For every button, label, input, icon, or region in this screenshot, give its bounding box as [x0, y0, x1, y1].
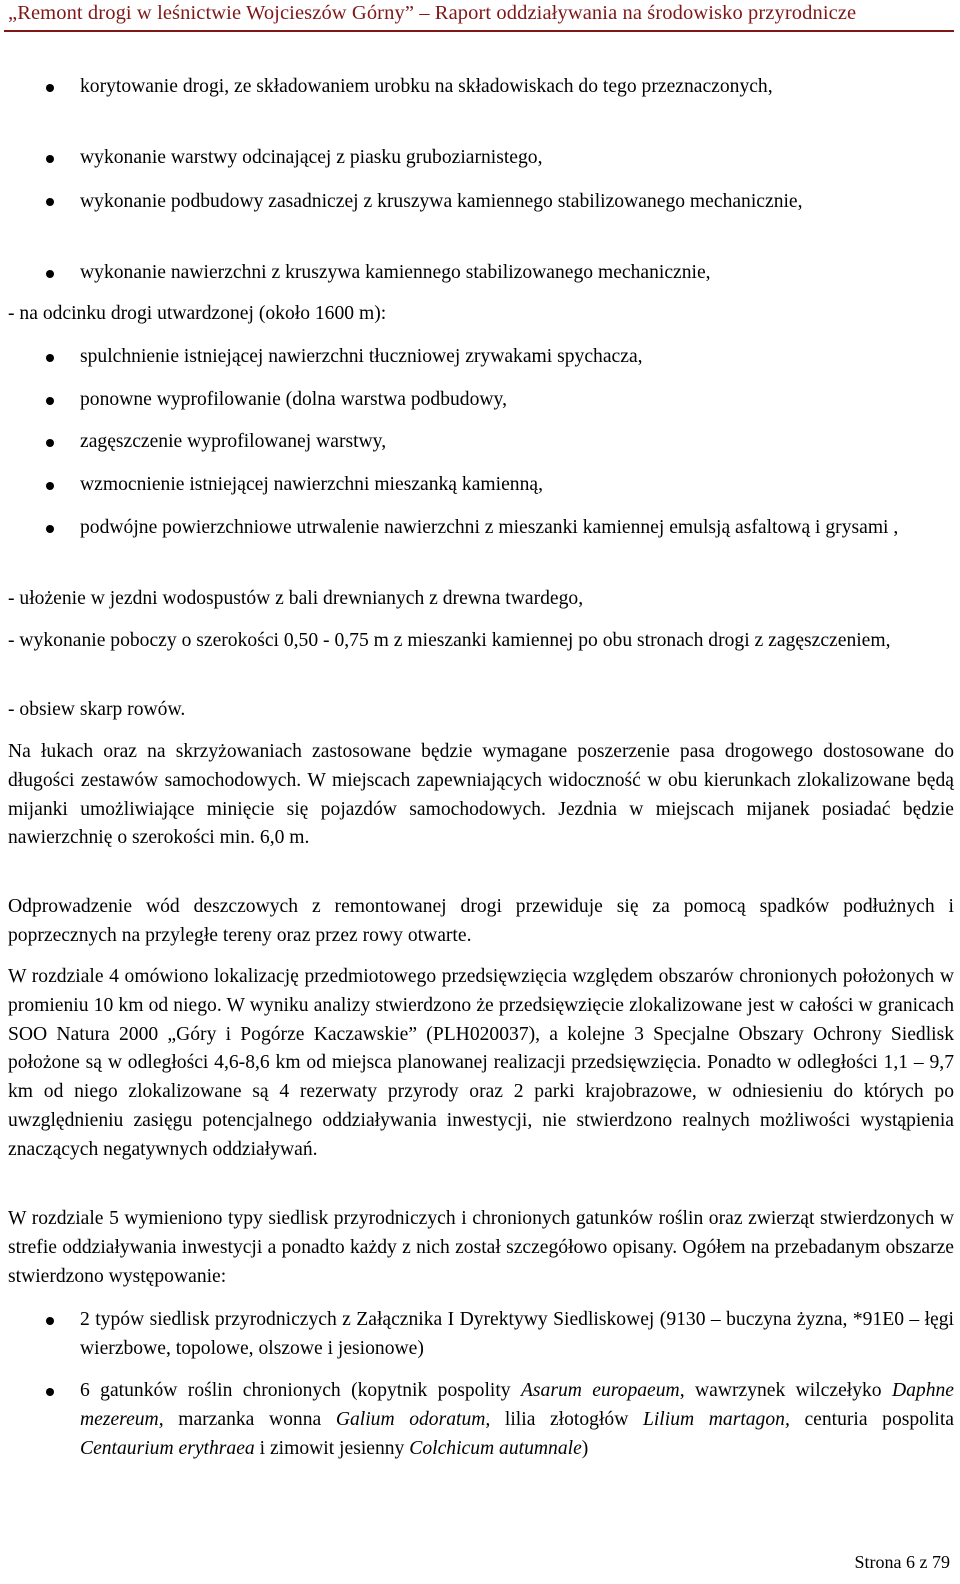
page-number: [855, 1548, 951, 1576]
list-item: wykonanie podbudowy zasadniczej z kruszywa kamiennego stabilizowanego mechanicznie,: [80, 191, 803, 212]
paragraph: W rozdziale 5 wymieniono typy siedlisk przyrodniczych i chronionych gatunków roślin oraz zwierząt stwierdzonych w strefie oddziaływania inwestycji a ponadto każdy z nich został szczegółowo opisany. Ogółem na przebadanym obszarze stwierdzono występowanie:: [8, 1208, 954, 1287]
current-page: 6: [906, 1552, 915, 1572]
text-run: i zimowit jesienny: [254, 1437, 410, 1459]
list-item: wykonanie warstwy odcinającej z piasku gruboziarnistego,: [80, 147, 543, 168]
page-separator: z: [919, 1552, 928, 1572]
list-item: wykonanie nawierzchni z kruszywa kamiennego stabilizowanego mechanicznie,: [80, 262, 711, 283]
text-run: wawrzynek wilczełyko: [684, 1380, 892, 1401]
list-item: ponowne wyprofilowanie (dolna warstwa podbudowy,: [80, 389, 507, 410]
species-name: Centaurium erythraea: [80, 1437, 255, 1459]
species-name: Asarum europaeum,: [520, 1380, 685, 1401]
list-item: 2 typów siedlisk przyrodniczych z Załącznika I Dyrektywy Siedliskowej (9130 – buczyna żyzna, *91E0 – łęgi wierzbowe, topolowe, olszowe i jesionowe): [80, 1309, 954, 1359]
text-run: ): [581, 1437, 589, 1459]
list-item: [80, 1377, 954, 1463]
page-label: Strona: [854, 1552, 902, 1572]
dash-item: - na odcinku drogi utwardzonej (około 1600 m):: [8, 303, 387, 324]
species-name: Daphne mezereum,: [80, 1380, 955, 1430]
dash-item: - obsiew skarp rowów.: [8, 699, 186, 720]
header-title: „Remont drogi w leśnictwie Wojcieszów Górny” – Raport oddziaływania na środowisko przyrodnicze: [8, 2, 857, 24]
species-name: Lilium martagon,: [642, 1408, 790, 1430]
list-item: spulchnienie istniejącej nawierzchni tłuczniowej zrywakami spychacza,: [80, 346, 643, 367]
bullet-icon: [46, 270, 54, 278]
bullet-icon: [46, 84, 54, 92]
bullet-icon: [46, 198, 54, 206]
paragraph: W rozdziale 4 omówiono lokalizację przedmiotowego przedsięwzięcia względem obszarów chronionych położonych w promieniu 10 km od niego. W wyniku analizy stwierdzono że przedsięwzięcie zlokalizowane jest w całości w granicach SOO Natura 2000 „Góry i Pogórze Kaczawskie” (PLH020037), a kolejne 3 Specjalne Obszary Ochrony Siedlisk położone są w odległości 4,6-8,6 km od miejsca planowanej realizacji przedsięwzięcia. Ponadto w odległości 1,1 – 9,7 km od niego zlokalizowane są 4 rezerwaty przyrody oraz 2 parki krajobrazowe, w odniesieniu do których po uwzględnieniu zasięgu potencjalnego oddziaływania inwestycji, nie stwierdzono realnych możliwości wystąpienia znaczących negatywnych oddziaływań.: [8, 966, 954, 1160]
list-item: korytowanie drogi, ze składowaniem urobku na składowiskach do tego przeznaczonych,: [80, 76, 773, 97]
list-item: wzmocnienie istniejącej nawierzchni mieszanką kamienną,: [80, 474, 543, 495]
paragraph: Na łukach oraz na skrzyżowaniach zastosowane będzie wymagane poszerzenie pasa drogowego dostosowane do długości zestawów samochodowych. W miejscach zapewniających widoczność w obu kierunkach zlokalizowane będą mijanki umożliwiające minięcie się pojazdów samochodowych. Jezdnia w miejscach mijanek posiadać będzie nawierzchnię o szerokości min. 6,0 m.: [8, 741, 954, 849]
bullet-icon: [46, 397, 54, 405]
bullet-icon: [46, 482, 54, 490]
dash-item: - ułożenie w jezdni wodospustów z bali drewnianych z drewna twardego,: [8, 588, 584, 609]
bullet-icon: [46, 525, 54, 533]
species-name: Colchicum autumnale: [409, 1437, 582, 1459]
page-header: [0, 0, 960, 40]
bullet-icon: [46, 155, 54, 163]
dash-item: - wykonanie poboczy o szerokości 0,50 - 0,75 m z mieszanki kamiennej po obu stronach drogi z zagęszczeniem,: [8, 630, 891, 651]
bullet-icon: [46, 1317, 54, 1325]
bullet-icon: [46, 1388, 54, 1396]
text-run: 6 gatunków roślin chronionych (kopytnik pospolity: [80, 1380, 521, 1401]
text-run: lilia złotogłów: [490, 1408, 643, 1430]
bullet-icon: [46, 439, 54, 447]
text-run: centuria pospolita: [789, 1408, 954, 1430]
list-item: podwójne powierzchniowe utrwalenie nawierzchni z mieszanki kamiennej emulsją asfaltową i grysami ,: [80, 517, 899, 538]
total-pages: 79: [932, 1552, 950, 1572]
header-rule: [4, 30, 954, 32]
text-run: marzanka wonna: [163, 1408, 336, 1430]
species-name: Galium odoratum,: [335, 1408, 491, 1430]
bullet-icon: [46, 354, 54, 362]
paragraph: Odprowadzenie wód deszczowych z remontowanej drogi przewiduje się za pomocą spadków podłużnych i poprzecznych na przyległe tereny oraz przez rowy otwarte.: [8, 896, 954, 946]
list-item: zagęszczenie wyprofilowanej warstwy,: [80, 431, 387, 452]
